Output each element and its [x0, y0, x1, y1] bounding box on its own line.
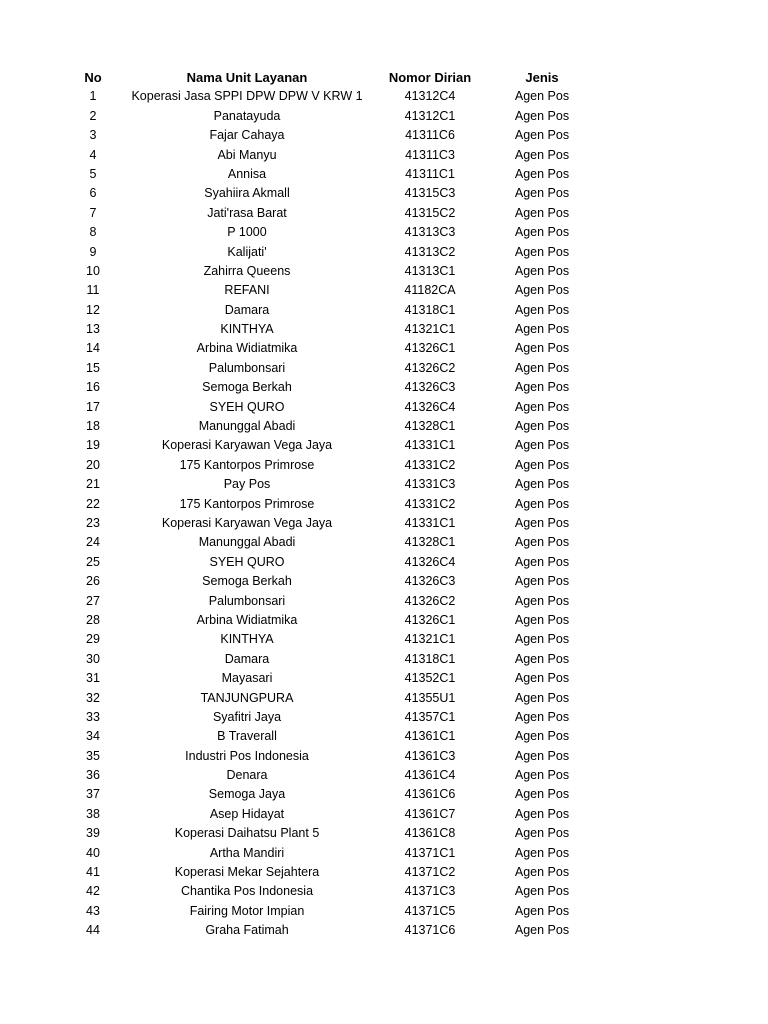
table-row [0, 727, 768, 746]
cell-name: Artha Mandiri [209, 845, 285, 860]
cell-nomor: 41331C2 [404, 457, 456, 472]
table-row [0, 650, 768, 669]
cell-no: 5 [89, 166, 97, 181]
cell-nomor: 41311C6 [405, 128, 455, 143]
cell-name: Fajar Cahaya [209, 128, 285, 143]
cell-name: SYEH QURO [209, 554, 285, 569]
cell-nomor: 41371C6 [404, 923, 456, 938]
cell-no: 36 [86, 768, 100, 783]
cell-jenis: Agen Pos [514, 302, 570, 317]
cell-no: 33 [86, 709, 100, 724]
cell-nomor: 41311C3 [405, 147, 455, 162]
table-row [0, 301, 768, 320]
table-row [0, 785, 768, 804]
cell-no: 10 [86, 263, 100, 278]
cell-name: Koperasi Daihatsu Plant 5 [174, 826, 320, 841]
cell-name: Arbina Widiatmika [196, 612, 298, 627]
table-row [0, 378, 768, 397]
table-row [0, 592, 768, 611]
cell-nomor: 41352C1 [404, 671, 456, 686]
cell-jenis: Agen Pos [514, 787, 570, 802]
cell-jenis: Agen Pos [514, 380, 570, 395]
cell-no: 17 [86, 399, 100, 414]
cell-nomor: 41312C4 [404, 89, 456, 104]
cell-jenis: Agen Pos [514, 283, 570, 298]
header-jenis: Jenis [525, 70, 559, 85]
cell-nomor: 41326C2 [404, 593, 456, 608]
cell-name: 175 Kantorpos Primrose [179, 496, 315, 511]
cell-jenis: Agen Pos [514, 186, 570, 201]
cell-nomor: 41328C1 [404, 535, 456, 550]
cell-jenis: Agen Pos [514, 128, 570, 143]
cell-name: REFANI [224, 283, 270, 298]
cell-jenis: Agen Pos [514, 496, 570, 511]
cell-name: KINTHYA [220, 322, 274, 337]
table-row [0, 146, 768, 165]
cell-no: 1 [89, 89, 97, 104]
table-row [0, 398, 768, 417]
cell-name: Graha Fatimah [205, 923, 289, 938]
cell-name: Semoga Jaya [208, 787, 286, 802]
cell-jenis: Agen Pos [514, 535, 570, 550]
cell-name: TANJUNGPURA [200, 690, 294, 705]
cell-name: Semoga Berkah [202, 380, 292, 395]
cell-nomor: 41313C1 [404, 263, 456, 278]
cell-no: 31 [86, 671, 100, 686]
table-row [0, 417, 768, 436]
header-nomor: Nomor Dirian [388, 70, 472, 85]
cell-name: Koperasi Jasa SPPI DPW DPW V KRW 1 [131, 89, 363, 104]
cell-nomor: 41361C4 [404, 768, 456, 783]
table-row [0, 475, 768, 494]
cell-jenis: Agen Pos [514, 147, 570, 162]
cell-name: B Traverall [217, 729, 277, 744]
cell-jenis: Agen Pos [514, 690, 570, 705]
cell-nomor: 41328C1 [404, 419, 456, 434]
cell-no: 16 [86, 380, 100, 395]
cell-nomor: 41371C2 [404, 865, 456, 880]
cell-no: 11 [86, 283, 100, 298]
cell-nomor: 41371C1 [404, 845, 456, 860]
cell-name: Zahirra Queens [203, 263, 291, 278]
cell-nomor: 41331C2 [404, 496, 456, 511]
cell-no: 23 [86, 515, 100, 530]
cell-jenis: Agen Pos [514, 826, 570, 841]
cell-no: 8 [89, 225, 97, 240]
table-body [0, 87, 768, 940]
cell-jenis: Agen Pos [514, 166, 570, 181]
table-row [0, 243, 768, 262]
cell-nomor: 41326C1 [404, 612, 456, 627]
data-table [0, 68, 768, 941]
cell-jenis: Agen Pos [514, 89, 570, 104]
table-row [0, 611, 768, 630]
table-row [0, 184, 768, 203]
cell-no: 29 [86, 632, 100, 647]
cell-jenis: Agen Pos [514, 515, 570, 530]
table-row [0, 669, 768, 688]
cell-name: Panatayuda [213, 108, 281, 123]
cell-nomor: 41361C3 [404, 748, 456, 763]
cell-no: 27 [86, 593, 100, 608]
header-no: No [84, 70, 102, 85]
cell-jenis: Agen Pos [514, 768, 570, 783]
cell-nomor: 41361C8 [404, 826, 456, 841]
cell-nomor: 41315C2 [404, 205, 456, 220]
cell-name: P 1000 [227, 225, 267, 240]
cell-name: Abi Manyu [217, 147, 277, 162]
cell-jenis: Agen Pos [514, 612, 570, 627]
table-row [0, 281, 768, 300]
table-row [0, 844, 768, 863]
cell-jenis: Agen Pos [514, 108, 570, 123]
cell-name: Syafitri Jaya [212, 709, 282, 724]
cell-nomor: 41331C1 [404, 438, 456, 453]
cell-jenis: Agen Pos [514, 225, 570, 240]
cell-nomor: 41326C3 [404, 574, 456, 589]
cell-no: 41 [86, 865, 100, 880]
table-row [0, 747, 768, 766]
cell-no: 42 [86, 884, 100, 899]
cell-name: Annisa [227, 166, 267, 181]
table-row [0, 204, 768, 223]
table-row [0, 863, 768, 882]
cell-nomor: 41326C3 [404, 380, 456, 395]
cell-nomor: 41315C3 [404, 186, 456, 201]
cell-jenis: Agen Pos [514, 806, 570, 821]
cell-no: 21 [86, 477, 100, 492]
table-row [0, 359, 768, 378]
cell-nomor: 41355U1 [404, 690, 456, 705]
cell-no: 24 [86, 535, 100, 550]
cell-jenis: Agen Pos [514, 205, 570, 220]
cell-nomor: 41318C1 [404, 302, 456, 317]
cell-name: 175 Kantorpos Primrose [179, 457, 315, 472]
cell-nomor: 41321C1 [404, 632, 456, 647]
cell-no: 39 [86, 826, 100, 841]
cell-jenis: Agen Pos [514, 671, 570, 686]
cell-no: 19 [86, 438, 100, 453]
cell-name: Asep Hidayat [209, 806, 285, 821]
cell-no: 32 [86, 690, 100, 705]
cell-no: 26 [86, 574, 100, 589]
table-row [0, 533, 768, 552]
cell-no: 3 [89, 128, 97, 143]
table-row [0, 766, 768, 785]
table-row [0, 514, 768, 533]
cell-no: 2 [89, 108, 97, 123]
cell-nomor: 41331C3 [404, 477, 456, 492]
cell-nomor: 41361C7 [404, 806, 456, 821]
cell-nomor: 41318C1 [404, 651, 456, 666]
cell-name: Palumbonsari [208, 360, 286, 375]
table-row [0, 262, 768, 281]
table-row [0, 805, 768, 824]
cell-nomor: 41361C1 [404, 729, 456, 744]
table-row [0, 339, 768, 358]
cell-name: KINTHYA [220, 632, 274, 647]
cell-jenis: Agen Pos [514, 865, 570, 880]
cell-no: 37 [86, 787, 100, 802]
cell-jenis: Agen Pos [514, 845, 570, 860]
cell-jenis: Agen Pos [514, 709, 570, 724]
cell-nomor: 41357C1 [404, 709, 456, 724]
cell-no: 7 [89, 205, 97, 220]
cell-nomor: 41321C1 [404, 322, 456, 337]
cell-no: 35 [86, 748, 100, 763]
cell-no: 4 [89, 147, 97, 162]
cell-name: Kalijati' [227, 244, 267, 259]
cell-no: 6 [89, 186, 97, 201]
table-row [0, 553, 768, 572]
cell-nomor: 41371C5 [404, 903, 456, 918]
cell-name: Pay Pos [223, 477, 271, 492]
cell-nomor: 41313C2 [404, 244, 456, 259]
cell-no: 44 [86, 923, 100, 938]
cell-nomor: 41313C3 [404, 225, 456, 240]
table-row [0, 495, 768, 514]
table-row [0, 630, 768, 649]
cell-jenis: Agen Pos [514, 457, 570, 472]
table-row [0, 689, 768, 708]
cell-nomor: 41371C3 [404, 884, 456, 899]
cell-no: 18 [86, 419, 100, 434]
cell-jenis: Agen Pos [514, 554, 570, 569]
cell-no: 15 [86, 360, 100, 375]
cell-nomor: 41326C1 [404, 341, 456, 356]
cell-no: 38 [86, 806, 100, 821]
table-row [0, 882, 768, 901]
cell-jenis: Agen Pos [514, 419, 570, 434]
cell-jenis: Agen Pos [514, 903, 570, 918]
cell-jenis: Agen Pos [514, 651, 570, 666]
cell-name: Damara [224, 302, 270, 317]
cell-no: 9 [89, 244, 97, 259]
cell-name: Chantika Pos Indonesia [180, 884, 314, 899]
cell-no: 40 [86, 845, 100, 860]
cell-jenis: Agen Pos [514, 244, 570, 259]
cell-name: Koperasi Karyawan Vega Jaya [161, 515, 333, 530]
table-row [0, 902, 768, 921]
cell-name: Mayasari [221, 671, 273, 686]
cell-jenis: Agen Pos [514, 438, 570, 453]
cell-nomor: 41326C4 [404, 399, 456, 414]
cell-jenis: Agen Pos [514, 593, 570, 608]
cell-nomor: 41331C1 [404, 515, 456, 530]
cell-no: 28 [86, 612, 100, 627]
cell-jenis: Agen Pos [514, 341, 570, 356]
cell-jenis: Agen Pos [514, 399, 570, 414]
cell-no: 12 [86, 302, 100, 317]
cell-jenis: Agen Pos [514, 632, 570, 647]
header-name: Nama Unit Layanan [186, 70, 308, 85]
table-row [0, 456, 768, 475]
cell-name: Denara [226, 768, 268, 783]
table-row [0, 107, 768, 126]
table-row [0, 824, 768, 843]
cell-nomor: 41182CA [404, 283, 456, 298]
cell-jenis: Agen Pos [514, 923, 570, 938]
table-row [0, 126, 768, 145]
cell-name: Semoga Berkah [202, 574, 292, 589]
cell-jenis: Agen Pos [514, 748, 570, 763]
table-row [0, 320, 768, 339]
cell-no: 22 [86, 496, 100, 511]
table-row [0, 436, 768, 455]
cell-no: 43 [86, 903, 100, 918]
cell-name: Koperasi Mekar Sejahtera [174, 865, 320, 880]
cell-jenis: Agen Pos [514, 322, 570, 337]
cell-name: Manunggal Abadi [198, 535, 296, 550]
cell-jenis: Agen Pos [514, 729, 570, 744]
cell-no: 25 [86, 554, 100, 569]
cell-name: Jati'rasa Barat [207, 205, 287, 220]
cell-jenis: Agen Pos [514, 360, 570, 375]
cell-nomor: 41361C6 [404, 787, 456, 802]
cell-name: SYEH QURO [209, 399, 285, 414]
cell-no: 20 [86, 457, 100, 472]
cell-name: Arbina Widiatmika [196, 341, 298, 356]
table-header-row [0, 68, 768, 87]
cell-no: 13 [86, 322, 100, 337]
cell-nomor: 41326C4 [404, 554, 456, 569]
cell-name: Manunggal Abadi [198, 419, 296, 434]
cell-no: 14 [86, 341, 100, 356]
cell-jenis: Agen Pos [514, 477, 570, 492]
table-row [0, 223, 768, 242]
cell-name: Koperasi Karyawan Vega Jaya [161, 438, 333, 453]
cell-name: Industri Pos Indonesia [185, 748, 309, 763]
cell-nomor: 41326C2 [404, 360, 456, 375]
table-row [0, 165, 768, 184]
cell-jenis: Agen Pos [514, 574, 570, 589]
cell-no: 34 [86, 729, 100, 744]
table-row [0, 708, 768, 727]
cell-name: Fairing Motor Impian [189, 903, 305, 918]
table-row [0, 921, 768, 940]
cell-nomor: 41311C1 [405, 166, 455, 181]
cell-name: Damara [224, 651, 270, 666]
cell-name: Palumbonsari [208, 593, 286, 608]
table-row [0, 87, 768, 106]
cell-nomor: 41312C1 [404, 108, 456, 123]
cell-jenis: Agen Pos [514, 884, 570, 899]
cell-name: Syahiira Akmall [204, 186, 290, 201]
cell-jenis: Agen Pos [514, 263, 570, 278]
cell-no: 30 [86, 651, 100, 666]
table-row [0, 572, 768, 591]
